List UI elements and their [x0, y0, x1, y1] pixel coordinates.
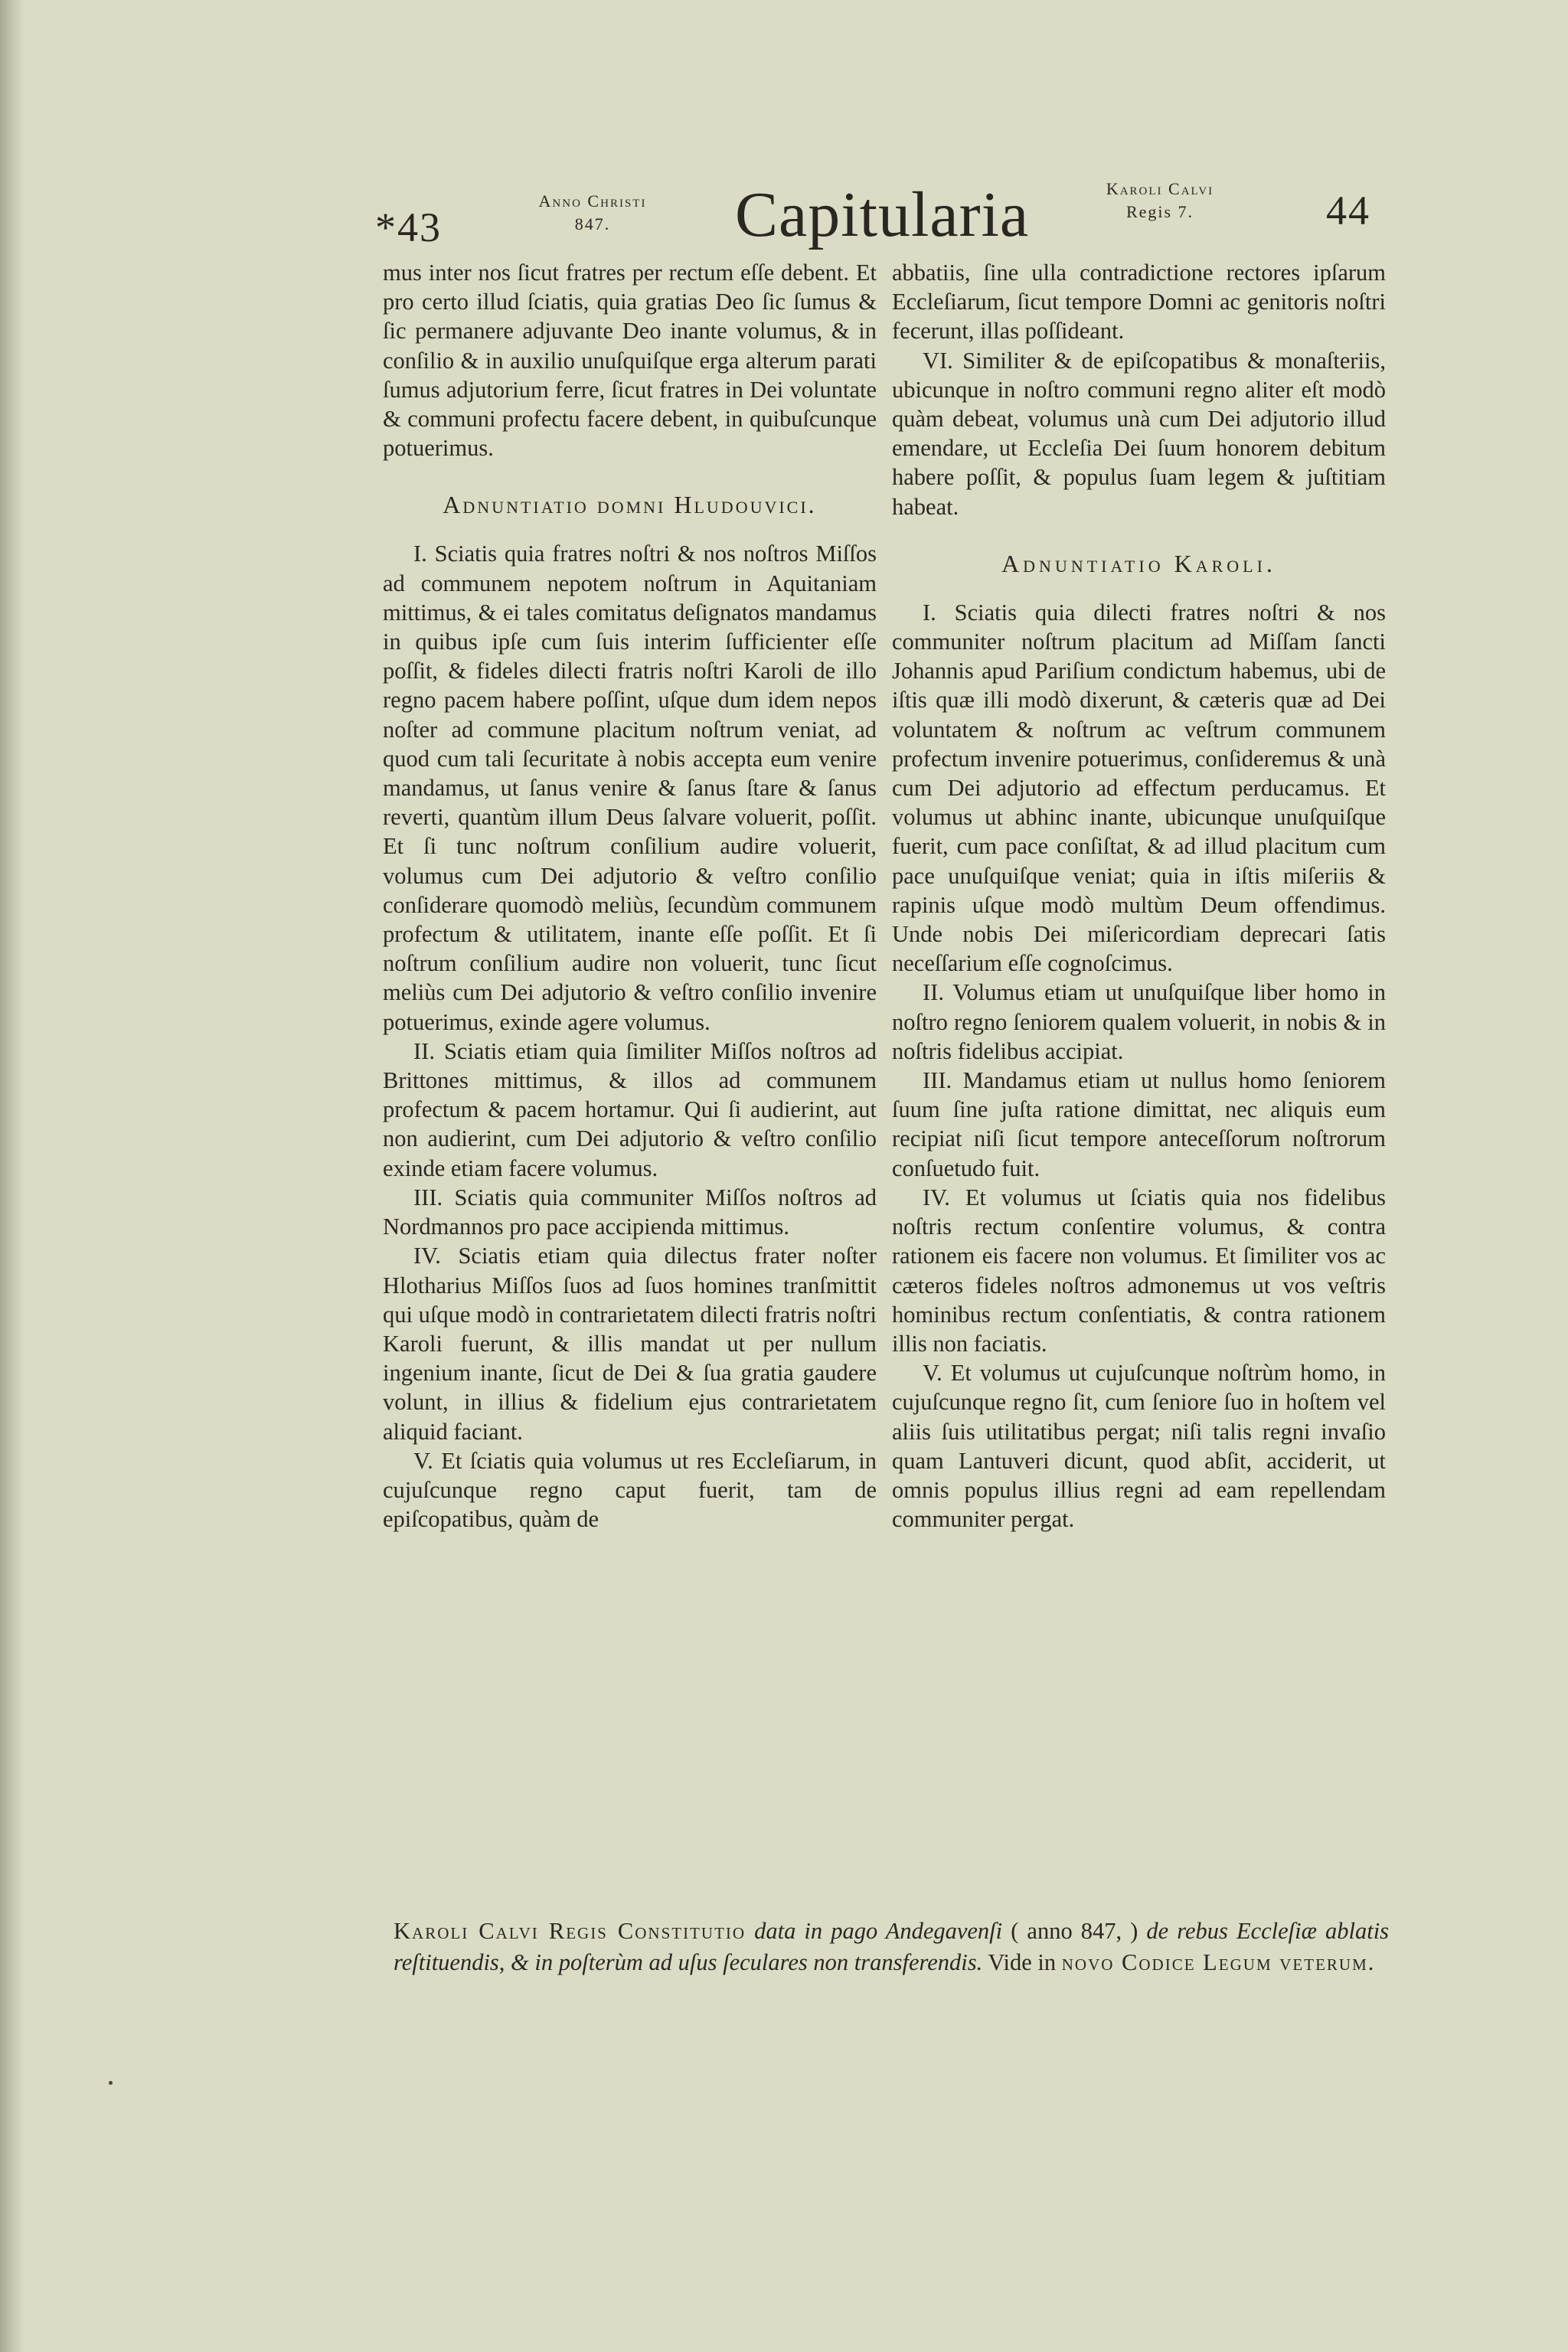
left-section-2: II. Sciatis etiam quia ſimiliter Miſſos noſtros ad Brittones mittimus, & illos ad communem profectum & pacem hortamur. Qui ſi audierint, aut non audierint, cum Dei adjutorio & veſtro conſilio exinde etiam facere volumus.: [383, 1037, 877, 1181]
footer-reference: novo Codice Legum veterum.: [1061, 1949, 1376, 1975]
page-title: Capitularia: [735, 179, 1030, 250]
right-section-5: V. Et volumus ut cujuſcunque noſtrùm homo, in cujuſcunque regno ſit, cum ſeniore ſuo in hoſtem vel aliis ſuis utilitatibus pergat; niſi talis regni invaſio quam Lantuveri dicunt, quod abſit, acciderit, ut omnis populus illius regni ad eam repellendam communiter pergat.: [892, 1360, 1386, 1533]
right-section-2: II. Volumus etiam ut unuſquiſque liber homo in noſtro regno ſeniorem qualem voluerit, in nobis & in noſtris fidelibus accipiat.: [892, 979, 1386, 1064]
left-running-head: [508, 190, 677, 236]
section-heading-hludouvici: Adnuntiatio domni Hludouvici.: [443, 491, 817, 519]
right-continuation-paragraph: abbatiis, ſine ulla contradictione rectores ipſarum Eccleſiarum, ſicut tempore Domni ac genitoris noſtri fecerunt, illas poſſideant.: [892, 260, 1386, 345]
right-section-4: IV. Et volumus ut ſciatis quia nos fidelibus noſtris rectum conſentire volumus, & contra rationem eis facere non volumus. Et ſimiliter vos ac cæteros fideles noſtros admonemus ut vos veſtris hominibus rectum conſentiatis, & contra rationem illis non faciatis.: [892, 1184, 1386, 1357]
left-column: [383, 258, 877, 1534]
right-running-head-line2: Regis 7.: [1125, 202, 1194, 221]
paper-speck: [109, 2081, 113, 2085]
right-section-1: I. Sciatis quia dilecti fratres noſtri & nos communiter noſtrum placitum ad Miſſam ſancti Johannis apud Pariſium condictum habemus, ubi de iſtis quæ illi modò dixerunt, & cæteris quæ ad Dei voluntatem & noſtrum ac veſtrum communem profectum invenire potuerimus, conſideremus & unà cum Dei adjutorio ad effectum perducamus. Et volumus ut abhinc inante, ubicunque unuſquiſque fuerit, cum pace conſiſtat, & ad illud placitum cum pace unuſquiſque veniat; quia in iſtis miſeriis & rapinis uſque modò multùm Deum offendimus. Unde nobis Dei miſericordiam deprecari ſatis neceſſarium eſſe cognoſcimus.: [892, 599, 1386, 977]
right-running-head-line1: Karoli Calvi: [1106, 179, 1214, 198]
footer-subject: de rebus Eccleſiæ ablatis reſtituendis, & in poſterùm ad uſus ſeculares non transferendis.: [394, 1918, 1390, 1975]
left-section-1: I. Sciatis quia fratres noſtri & nos noſtros Miſſos ad communem nepotem noſtrum in Aquitaniam mittimus, & ei tales comitatus deſignatos mandamus in quibus ipſe cum ſuis interim ſufficienter eſſe poſſit, & fideles dilecti fratris noſtri Karoli de illo regno pacem habere poſſint, uſque dum idem nepos noſter ad commune placitum noſtrum veniat, ad quod cum tali ſecuritate à nobis accepta eum venire mandamus, ut ſanus venire & ſanus ſtare & ſanus reverti, quantùm illum Deus ſalvare voluerit, poſſit. Et ſi tunc noſtrum conſilium audire voluerit, volumus cum Dei adjutorio & veſtro conſilio conſiderare quomodò meliùs, ſecundùm communem profectum & utilitatem, inante eſſe poſſit. Et ſi noſtrum conſilium audire non voluerit, tunc ſicut meliùs cum Dei adjutorio & veſtro conſilio invenire potuerimus, exinde agere volumus.: [383, 541, 877, 1035]
footer-vide: Vide in: [988, 1949, 1057, 1975]
footer-year: ( anno 847, ): [1011, 1918, 1138, 1944]
section-heading-karoli: Adnuntiatio Karoli.: [1001, 549, 1276, 577]
footer-title: Karoli Calvi Regis Constitutio: [394, 1918, 746, 1944]
left-page-number: *43: [375, 204, 442, 250]
left-section-3: III. Sciatis quia communiter Miſſos noſtros ad Nordmannos pro pace accipienda mittimus.: [383, 1184, 877, 1240]
page-binding-edge: [0, 0, 23, 2352]
right-section-3: III. Mandamus etiam ut nullus homo ſeniorem ſuum ſine juſta ratione dimittat, nec aliquis eum recipiat niſi ſicut tempore anteceſſorum noſtrorum conſuetudo fuit.: [892, 1067, 1386, 1181]
right-page-number: 44: [1326, 188, 1370, 234]
right-section-6: VI. Similiter & de epiſcopatibus & monaſteriis, ubicunque in noſtro communi regno aliter eſt modò quàm debeat, volumus unà cum Dei adjutorio illud emendare, ut Eccleſia Dei ſuum honorem debitum habere poſſit, & populus ſuam legem & juſtitiam habeat.: [892, 347, 1386, 520]
left-continuation-paragraph: mus inter nos ſicut fratres per rectum eſſe debent. Et pro certo illud ſciatis, quia gratias Deo ſic ſumus & ſic permanere adjuvante Deo inante volumus, & in conſilio & in auxilio unuſquiſque erga alterum parati ſumus adjutorium ferre, ſicut fratres in Dei voluntate & communi profectu facere debent, in quibuſcunque potuerimus.: [383, 260, 877, 462]
footer-place: data in pago Andegavenſi: [754, 1918, 1003, 1944]
footer-note: [394, 1916, 1389, 1978]
left-section-4: IV. Sciatis etiam quia dilectus frater noſter Hlotharius Miſſos ſuos ad ſuos homines tranſmittit qui uſque modò in contrarietatem dilecti fratris noſtri Karoli fuerunt, & illis mandat ut per nullum ingenium inante, ſicut de Dei & ſua gratia gaudere volunt, in illius & fidelium ejus contrarietatem aliquid faciant.: [383, 1243, 877, 1445]
right-column: [892, 258, 1386, 1534]
left-running-head-line2: 847.: [574, 214, 611, 234]
right-running-head: [1072, 178, 1248, 224]
left-section-5: V. Et ſciatis quia volumus ut res Eccleſiarum, in cujuſcunque regno caput fuerit, tam de epiſcopatibus, quàm de: [383, 1447, 877, 1533]
left-running-head-line1: Anno Christi: [538, 191, 647, 211]
